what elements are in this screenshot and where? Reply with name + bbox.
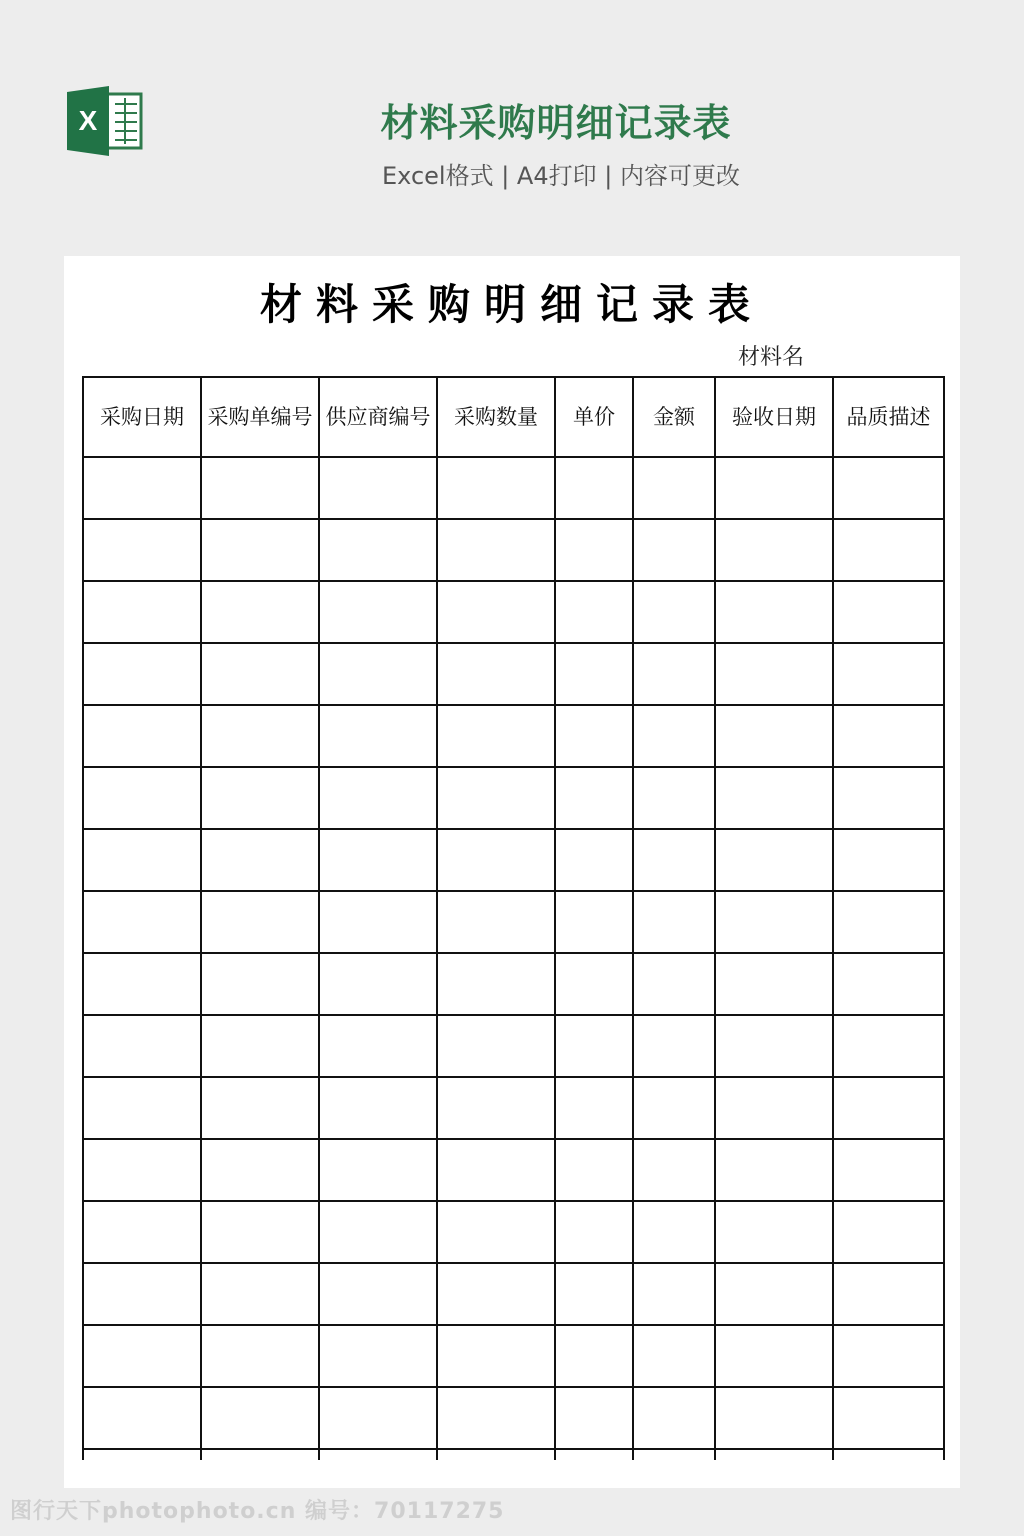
table-cell[interactable] <box>715 581 833 643</box>
table-cell[interactable] <box>833 519 944 581</box>
table-cell[interactable] <box>633 1325 715 1387</box>
table-cell[interactable] <box>555 1077 633 1139</box>
table-cell[interactable] <box>437 1263 555 1325</box>
table-cell[interactable] <box>83 643 201 705</box>
table-cell[interactable] <box>715 1201 833 1263</box>
table-cell[interactable] <box>201 1325 319 1387</box>
table-cell[interactable] <box>437 581 555 643</box>
table-cell[interactable] <box>319 519 437 581</box>
material-name-label: 材料名 <box>738 345 805 370</box>
column-header: 供应商编号 <box>319 377 437 457</box>
table-cell[interactable] <box>715 1325 833 1387</box>
table-cell[interactable] <box>83 1201 201 1263</box>
table-cell[interactable] <box>555 891 633 953</box>
table-cell[interactable] <box>437 767 555 829</box>
table-row <box>83 519 944 581</box>
table-cell[interactable] <box>319 1201 437 1263</box>
table-cell[interactable] <box>201 457 319 519</box>
table-cell[interactable] <box>633 1015 715 1077</box>
table-cell[interactable] <box>715 767 833 829</box>
table-cell[interactable] <box>201 891 319 953</box>
table-cell[interactable] <box>555 1387 633 1449</box>
table-cell[interactable] <box>633 1449 715 1460</box>
table-cell[interactable] <box>319 1077 437 1139</box>
table-row <box>83 1325 944 1387</box>
table-cell[interactable] <box>833 953 944 1015</box>
table-cell[interactable] <box>319 1325 437 1387</box>
table-cell[interactable] <box>437 643 555 705</box>
table-cell[interactable] <box>715 457 833 519</box>
table-cell[interactable] <box>319 1387 437 1449</box>
table-cell[interactable] <box>437 705 555 767</box>
svg-text:X: X <box>78 105 98 136</box>
table-cell[interactable] <box>833 1449 944 1460</box>
table-cell[interactable] <box>437 519 555 581</box>
table-row <box>83 581 944 643</box>
table-cell[interactable] <box>715 1077 833 1139</box>
column-header: 单价 <box>555 377 633 457</box>
table-cell[interactable] <box>437 953 555 1015</box>
table-cell[interactable] <box>201 581 319 643</box>
table-cell[interactable] <box>201 953 319 1015</box>
table-cell[interactable] <box>555 1263 633 1325</box>
table-cell[interactable] <box>83 767 201 829</box>
table-row <box>83 1449 944 1460</box>
table-cell[interactable] <box>83 1015 201 1077</box>
table-cell[interactable] <box>633 1387 715 1449</box>
table-row <box>83 1387 944 1449</box>
table-cell[interactable] <box>201 1015 319 1077</box>
record-table <box>82 376 945 1460</box>
table-cell[interactable] <box>555 829 633 891</box>
table-cell[interactable] <box>437 1077 555 1139</box>
table-cell[interactable] <box>633 1263 715 1325</box>
table-cell[interactable] <box>437 1201 555 1263</box>
table-cell[interactable] <box>555 643 633 705</box>
table-cell[interactable] <box>633 953 715 1015</box>
table-cell[interactable] <box>201 1201 319 1263</box>
table-cell[interactable] <box>319 643 437 705</box>
table-row <box>83 1263 944 1325</box>
table-cell[interactable] <box>83 519 201 581</box>
table-cell[interactable] <box>633 581 715 643</box>
table-cell[interactable] <box>201 705 319 767</box>
table-cell[interactable] <box>555 1201 633 1263</box>
column-header: 采购数量 <box>437 377 555 457</box>
table-cell[interactable] <box>319 953 437 1015</box>
table-cell[interactable] <box>555 581 633 643</box>
table-cell[interactable] <box>715 1387 833 1449</box>
table-cell[interactable] <box>633 457 715 519</box>
table-cell[interactable] <box>715 1263 833 1325</box>
table-cell[interactable] <box>633 891 715 953</box>
table-cell[interactable] <box>83 581 201 643</box>
table-cell[interactable] <box>555 1325 633 1387</box>
table-cell[interactable] <box>555 705 633 767</box>
table-row <box>83 1139 944 1201</box>
table-cell[interactable] <box>83 1325 201 1387</box>
table-cell[interactable] <box>715 891 833 953</box>
table-cell[interactable] <box>319 829 437 891</box>
header-row <box>83 377 944 457</box>
excel-icon <box>67 86 143 156</box>
table-cell[interactable] <box>83 1387 201 1449</box>
table-cell[interactable] <box>833 643 944 705</box>
table-cell[interactable] <box>201 1077 319 1139</box>
table-cell[interactable] <box>715 705 833 767</box>
table-cell[interactable] <box>319 891 437 953</box>
table-cell[interactable] <box>437 1325 555 1387</box>
table-row <box>83 829 944 891</box>
table-cell[interactable] <box>437 1139 555 1201</box>
column-header: 采购日期 <box>83 377 201 457</box>
table-body <box>83 457 944 1460</box>
table-cell[interactable] <box>319 1139 437 1201</box>
table-cell[interactable] <box>833 1263 944 1325</box>
table-cell[interactable] <box>833 767 944 829</box>
table-row <box>83 643 944 705</box>
table-row <box>83 1201 944 1263</box>
table-cell[interactable] <box>833 705 944 767</box>
table-cell[interactable] <box>83 1263 201 1325</box>
table-cell[interactable] <box>201 1263 319 1325</box>
table-cell[interactable] <box>555 1139 633 1201</box>
table-cell[interactable] <box>633 1139 715 1201</box>
table-cell[interactable] <box>83 705 201 767</box>
table-cell[interactable] <box>437 1449 555 1460</box>
table-cell[interactable] <box>201 1449 319 1460</box>
table-cell[interactable] <box>833 891 944 953</box>
table-cell[interactable] <box>201 519 319 581</box>
table-cell[interactable] <box>437 891 555 953</box>
table-cell[interactable] <box>833 1201 944 1263</box>
table-cell[interactable] <box>715 829 833 891</box>
table-cell[interactable] <box>715 1139 833 1201</box>
table-cell[interactable] <box>633 767 715 829</box>
column-header: 品质描述 <box>833 377 944 457</box>
table-row <box>83 891 944 953</box>
table-cell[interactable] <box>201 1139 319 1201</box>
table-cell[interactable] <box>555 519 633 581</box>
column-header: 采购单编号 <box>201 377 319 457</box>
watermark: 图行天下photophoto.cn 编号：70117275 <box>10 1499 505 1524</box>
table-cell[interactable] <box>83 1449 201 1460</box>
sheet-title: 材料采购明细记录表 <box>259 280 764 329</box>
table-cell[interactable] <box>555 457 633 519</box>
table-cell[interactable] <box>319 1449 437 1460</box>
table-cell[interactable] <box>715 643 833 705</box>
table-cell[interactable] <box>633 1077 715 1139</box>
table-cell[interactable] <box>201 643 319 705</box>
table-row <box>83 1015 944 1077</box>
table-cell[interactable] <box>833 457 944 519</box>
table-cell[interactable] <box>437 1015 555 1077</box>
table-cell[interactable] <box>201 1387 319 1449</box>
table-cell[interactable] <box>319 1263 437 1325</box>
table-cell[interactable] <box>555 1015 633 1077</box>
table-cell[interactable] <box>633 643 715 705</box>
table-row <box>83 705 944 767</box>
table-cell[interactable] <box>437 457 555 519</box>
table-cell[interactable] <box>319 581 437 643</box>
table-cell[interactable] <box>83 1139 201 1201</box>
table-cell[interactable] <box>319 457 437 519</box>
table-cell[interactable] <box>83 457 201 519</box>
table-row <box>83 1077 944 1139</box>
page-title: 材料采购明细记录表 <box>380 101 732 145</box>
table-cell[interactable] <box>201 829 319 891</box>
column-header: 验收日期 <box>715 377 833 457</box>
table-cell[interactable] <box>633 829 715 891</box>
page-subtitle: Excel格式 | A4打印 | 内容可更改 <box>382 162 740 190</box>
table-cell[interactable] <box>319 1015 437 1077</box>
table-cell[interactable] <box>83 829 201 891</box>
table-row <box>83 767 944 829</box>
table-cell[interactable] <box>437 829 555 891</box>
table-cell[interactable] <box>833 1077 944 1139</box>
table-cell[interactable] <box>83 1077 201 1139</box>
table-cell[interactable] <box>83 953 201 1015</box>
table-cell[interactable] <box>555 1449 633 1460</box>
table-cell[interactable] <box>633 705 715 767</box>
document-sheet <box>64 256 960 1488</box>
table-cell[interactable] <box>833 829 944 891</box>
table-cell[interactable] <box>633 519 715 581</box>
table-cell[interactable] <box>833 581 944 643</box>
column-header: 金额 <box>633 377 715 457</box>
table-cell[interactable] <box>633 1201 715 1263</box>
table-row <box>83 457 944 519</box>
table-cell[interactable] <box>319 705 437 767</box>
table-cell[interactable] <box>319 767 437 829</box>
table-cell[interactable] <box>555 767 633 829</box>
table-cell[interactable] <box>715 1449 833 1460</box>
table-cell[interactable] <box>833 1387 944 1449</box>
table-cell[interactable] <box>83 891 201 953</box>
table-cell[interactable] <box>201 767 319 829</box>
table-cell[interactable] <box>555 953 633 1015</box>
table-cell[interactable] <box>833 1325 944 1387</box>
table-cell[interactable] <box>437 1387 555 1449</box>
table-cell[interactable] <box>833 1139 944 1201</box>
table-cell[interactable] <box>833 1015 944 1077</box>
table-cell[interactable] <box>715 519 833 581</box>
table-row <box>83 953 944 1015</box>
table-cell[interactable] <box>715 1015 833 1077</box>
table-cell[interactable] <box>715 953 833 1015</box>
